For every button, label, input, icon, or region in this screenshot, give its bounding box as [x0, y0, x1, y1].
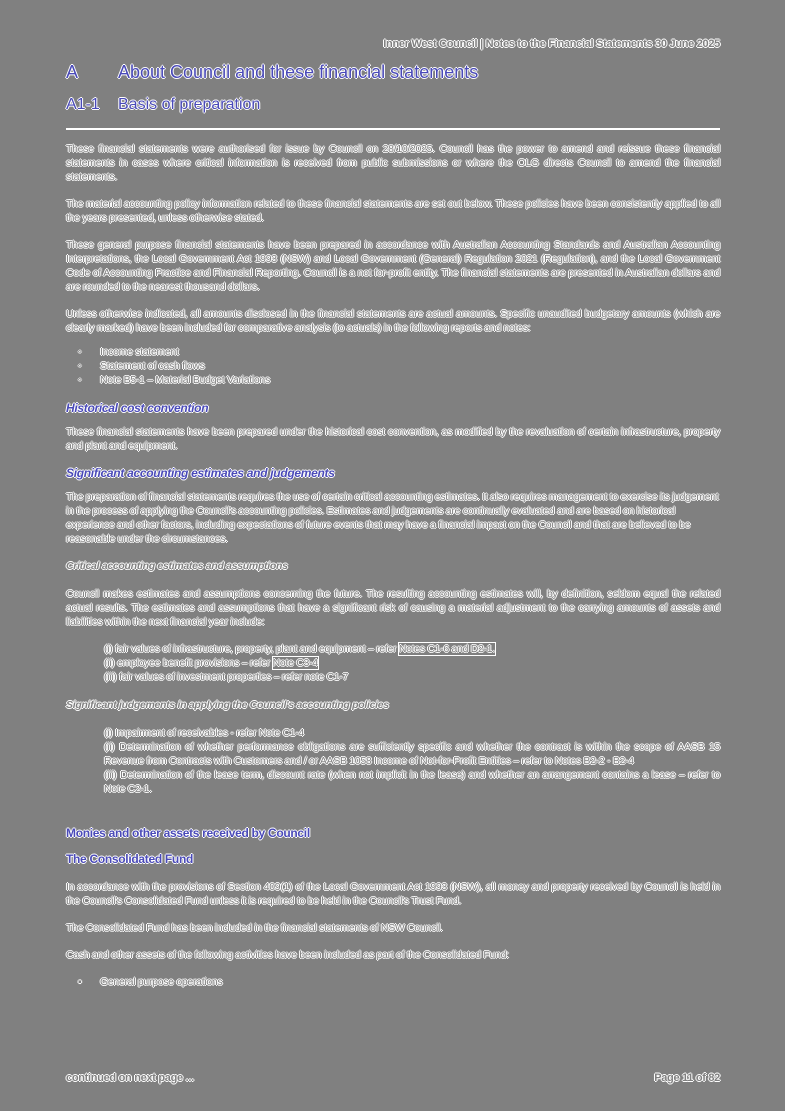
list-item: ▪ General purpose operations	[100, 975, 720, 989]
subsection-heading	[66, 96, 260, 114]
heading-divider	[66, 128, 720, 130]
budget-list	[66, 345, 720, 387]
historical-heading: Historical cost convention	[66, 401, 209, 415]
document-body	[66, 142, 720, 1001]
paragraph-policies: The material accounting policy information related to these financial statements are set out below. These policies have been consistently applied to all the years presented, unless otherwise stated.	[66, 198, 720, 224]
paragraph-amounts: Unless otherwise indicated, all amounts disclosed in the financial statements are actual amounts. Specific unaudited budgetary amounts (which are clearly marked) have been included for comparative analysis (to actuals) in the following reports and notes:	[66, 308, 720, 334]
subsection-title: Basis of preparation	[118, 96, 261, 113]
list-item: ◦ Note B5-1 – Material Budget Variations	[100, 373, 720, 387]
note-reference-link[interactable]: Note C3-4	[272, 657, 318, 669]
list-item: (ii) employee benefit provisions – refer Note C3-4	[104, 657, 318, 669]
judgements-heading: Significant judgements in applying the Council's accounting policies	[66, 699, 389, 711]
list-item: ◦ Income statement	[100, 345, 720, 359]
note-reference-link[interactable]: Notes C1-6 and D2-1.	[398, 643, 495, 655]
list-item: (iii) fair values of investment properties – refer note C1-7	[104, 671, 349, 683]
running-header: Inner West Council | Notes to the Financial Statements 30 June 2025	[383, 38, 720, 50]
estimates-paragraph: The preparation of financial statements requires the use of certain critical accounting estimates. It also requires management to exercise its judgement in the process of applying the Council's accounting policies. Estimates and judgements are continually evaluated and are based on historical experience and other factors, including expectations of future events that may have a financial impact on the Council and that are believed to be reasonable under the circumstances.	[66, 491, 719, 545]
estimates-heading: Significant accounting estimates and judgements	[66, 466, 335, 480]
historical-paragraph: These financial statements have been prepared under the historical cost convention, as modified by the revaluation of certain infrastructure, property and plant and equipment.	[66, 426, 720, 452]
subsection-number: A1-1	[66, 96, 100, 113]
section-heading	[66, 62, 478, 83]
fund-paragraph-3: Cash and other assets of the following activities have been included as part of the Consolidated Fund:	[66, 949, 509, 961]
list-item: (i) Impairment of receivables - refer Note C1-4	[104, 727, 305, 739]
paragraph-authorisation: These financial statements were authorised for issue by Council on 28/10/2025. Council has the power to amend and reissue these financial statements in cases where critical information is received from public submissions or where the OLG directs Council to amend the financial statements.	[66, 143, 720, 183]
judgements-list	[66, 726, 720, 796]
critical-paragraph: Council makes estimates and assumptions concerning the future. The resulting accounting estimates will, by definition, seldom equal the related actual results. The estimates and assumptions that have a significant risk of causing a material adjustment to the carrying amounts of assets and liabilities within the next financial year include:	[66, 588, 720, 628]
page-footer	[66, 1072, 720, 1084]
paragraph-standards: These general purpose financial statements have been prepared in accordance with Australian Accounting Standards and Australian Accounting Interpretations, the Local Government Act 1993 (NSW) and Local Government (General) Regulation 2021 (Regulation), and the Local Government Code of Accounting Practice and Financial Reporting. Council is a not for-profit entity. The financial statements are presented in Australian dollars and are rounded to the nearest thousand dollars.	[66, 239, 720, 293]
fund-paragraph-1: In accordance with the provisions of Section 409(1) of the Local Government Act 1993 (NSW), all money and property received by Council is held in the Council's Consolidated Fund unless it is required to be held in the Council's Trust Fund.	[66, 881, 720, 907]
list-item: (ii) Determination of whether performance obligations are sufficiently specific and whether the contract is within the scope of AASB 15 Revenue from Contracts with Customers and / or AASB 1058 Income of Not-for-Profit Entities – refer to Notes B2-2 - B2-4	[104, 741, 720, 767]
page-number: Page 11 of 82	[654, 1072, 720, 1084]
fund-heading: The Consolidated Fund	[66, 852, 194, 866]
list-item: (iii) Determination of the lease term, discount rate (when not implicit in the lease) and whether an arrangement contains a lease – refer to Note C2-1.	[104, 769, 720, 795]
critical-heading: Critical accounting estimates and assumptions	[66, 560, 288, 572]
fund-list	[66, 975, 720, 989]
section-title: About Council and these financial statements	[118, 62, 479, 82]
continued-note: continued on next page ...	[66, 1072, 194, 1084]
fund-paragraph-2: The Consolidated Fund has been included in the financial statements of NSW Council.	[66, 922, 443, 934]
monies-heading: Monies and other assets received by Council	[66, 826, 310, 840]
critical-list	[66, 642, 720, 684]
list-item: (i) fair values of infrastructure, property, plant and equipment – refer Notes C1-6 and D2-1.	[104, 643, 495, 655]
section-number: A	[66, 62, 79, 82]
list-item: ◦ Statement of cash flows	[100, 359, 720, 373]
